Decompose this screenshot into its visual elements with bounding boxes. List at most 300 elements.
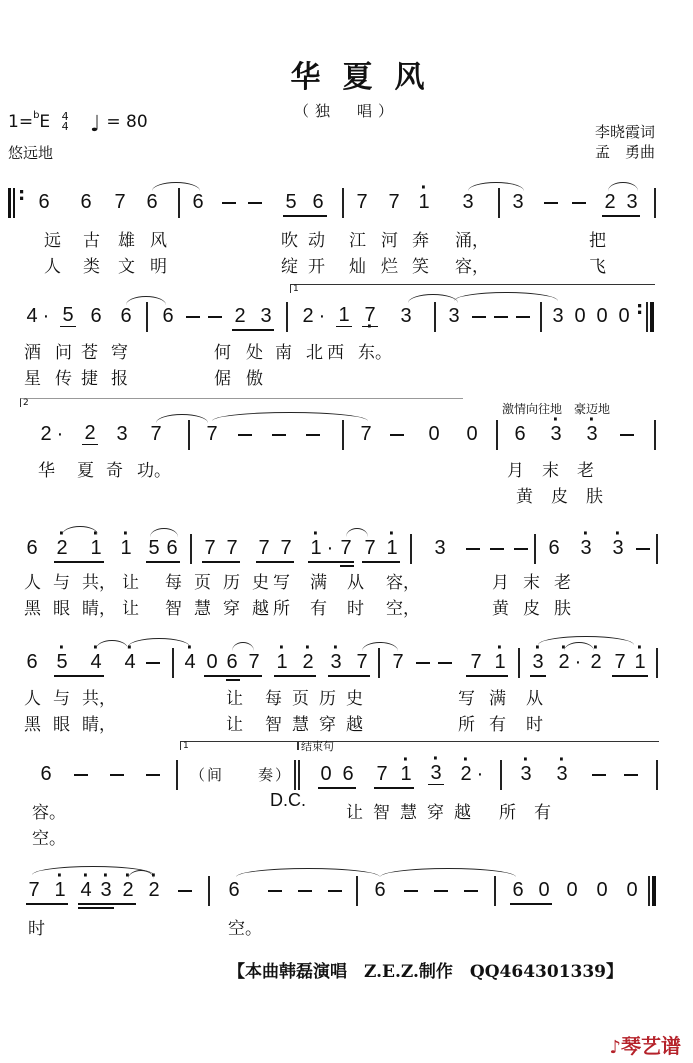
lyric: 历 xyxy=(223,573,240,593)
lyric: 北 xyxy=(306,343,323,363)
lyric: 所 xyxy=(499,803,516,823)
repeat-start-thin xyxy=(13,188,15,218)
lyric-line-2 xyxy=(44,256,606,278)
lyric: 黄 xyxy=(516,487,533,507)
note: 0 xyxy=(566,879,578,901)
slur xyxy=(232,642,254,651)
expression-mark: 悠远地 xyxy=(8,144,54,162)
dash xyxy=(624,774,638,776)
lyric: 把 xyxy=(589,231,606,251)
lyric: 灿 xyxy=(349,257,366,277)
lyric: 空， xyxy=(386,599,420,619)
watermark-label: 琴艺谱 xyxy=(621,1034,681,1058)
barline xyxy=(518,648,520,678)
note: 6 xyxy=(512,879,524,901)
dash xyxy=(146,662,160,664)
note: 3 xyxy=(116,423,128,445)
note: 6 xyxy=(162,305,174,327)
staff-row-4 xyxy=(0,534,693,574)
note: · 2 xyxy=(54,536,70,560)
underline xyxy=(202,561,240,563)
augmentation-dot: · xyxy=(574,651,582,673)
lyric: 类 xyxy=(83,257,100,277)
barline xyxy=(342,420,344,450)
lyric-line-1 xyxy=(38,460,594,482)
interlude-label: （间 奏） xyxy=(190,766,293,784)
lyric: 东。 xyxy=(358,343,392,363)
dash xyxy=(110,774,124,776)
note: · 2 xyxy=(556,650,572,674)
note: · 1 xyxy=(308,536,324,560)
note: 6 xyxy=(226,651,238,673)
note: 6 xyxy=(90,305,102,327)
note: 6 xyxy=(146,191,158,213)
note: 5 xyxy=(60,304,76,327)
underline xyxy=(54,561,104,563)
dash xyxy=(490,548,504,550)
barline xyxy=(146,302,148,332)
volta-number: 1 xyxy=(183,741,189,751)
lyric-line-1 xyxy=(28,918,45,940)
tie xyxy=(128,638,190,647)
staff-row-6 xyxy=(0,760,693,800)
note: 6 xyxy=(228,879,240,901)
note: 7 xyxy=(340,537,352,559)
lyric: 每 xyxy=(165,573,182,593)
lyric: 智 xyxy=(165,599,182,619)
note: · 2 xyxy=(458,762,474,786)
note: 6 xyxy=(342,763,354,785)
note: · 3 xyxy=(530,650,546,674)
tie xyxy=(212,412,368,421)
barline xyxy=(178,188,180,218)
underline xyxy=(530,675,546,677)
note: 0 xyxy=(466,423,478,445)
lyric-line-2 xyxy=(24,368,263,390)
note: 7 xyxy=(28,879,40,901)
dash xyxy=(620,434,634,436)
barline xyxy=(540,302,542,332)
slur xyxy=(150,528,178,537)
lyric-line-2 xyxy=(24,598,571,620)
dash xyxy=(404,890,418,892)
lyric: 容， xyxy=(455,257,489,277)
note: 6 xyxy=(514,423,526,445)
repeat-end-thin xyxy=(646,302,648,332)
note: · 3 xyxy=(554,762,570,786)
lyric-line-1 xyxy=(24,688,543,710)
note: · 3 xyxy=(428,762,444,785)
lyric: 功。 xyxy=(137,461,171,481)
lyric: 从 xyxy=(347,573,364,593)
note: 3 xyxy=(512,191,524,213)
lyric-line-2 xyxy=(516,486,603,508)
note: 6 xyxy=(548,537,560,559)
ending-label: 结束句 xyxy=(301,740,334,753)
dash xyxy=(572,202,586,204)
augmentation-dot: · xyxy=(318,305,326,327)
note: · 2 xyxy=(588,650,604,674)
underline xyxy=(204,675,262,677)
barline xyxy=(654,420,656,450)
underline xyxy=(274,675,316,677)
augmentation-dot: · xyxy=(42,305,50,327)
lyric: 皮 xyxy=(551,487,568,507)
lyric: 智 xyxy=(373,803,390,823)
lyric: 有 xyxy=(310,599,327,619)
note: 6 xyxy=(192,191,204,213)
note: · 2 xyxy=(120,878,136,902)
lyric: 时 xyxy=(347,599,364,619)
lyric: 睛， xyxy=(82,715,116,735)
lyric: 穿 xyxy=(319,715,336,735)
note: · 3 xyxy=(328,650,344,674)
lyric: 苍 xyxy=(81,343,98,363)
lyric-line-1-ending xyxy=(346,802,551,824)
dash xyxy=(494,316,508,318)
tie xyxy=(236,868,380,877)
lyric: 穿 xyxy=(223,599,240,619)
lyric-line-1 xyxy=(44,230,606,252)
note: 0 xyxy=(596,305,608,327)
note: 6 xyxy=(26,651,38,673)
lyric: 睛， xyxy=(82,599,116,619)
lyric: 共， xyxy=(82,689,116,709)
note: · 4 xyxy=(88,650,104,674)
underline xyxy=(26,903,68,905)
note: · 3 xyxy=(518,762,534,786)
staff-row-7 xyxy=(0,876,693,916)
barline xyxy=(500,760,502,790)
lyric: 黄 xyxy=(492,599,509,619)
note: · 3 xyxy=(98,878,114,902)
lyric: 何 xyxy=(214,343,231,363)
barline xyxy=(176,760,178,790)
note: 6 xyxy=(312,191,324,213)
lyric: 史 xyxy=(252,573,269,593)
note: 6 xyxy=(120,305,132,327)
note: · 3 xyxy=(610,536,626,560)
barline xyxy=(656,648,658,678)
lyric: 每 xyxy=(265,689,282,709)
flat-sign: b xyxy=(33,110,40,122)
underline xyxy=(328,675,370,677)
barline xyxy=(534,534,536,564)
note: 7 xyxy=(356,191,368,213)
underline xyxy=(374,787,414,789)
note: 0 xyxy=(320,763,332,785)
lyric-line-1 xyxy=(24,572,571,594)
lyric-line-1 xyxy=(32,802,66,824)
dash xyxy=(306,434,320,436)
lyric: 古 xyxy=(83,231,100,251)
lyric: 雄 xyxy=(118,231,135,251)
note: 3 xyxy=(626,191,638,213)
note: 5 xyxy=(148,537,160,559)
lyric: 容， xyxy=(386,573,420,593)
lyric: 动 xyxy=(308,231,325,251)
dash xyxy=(636,548,650,550)
note: 6 xyxy=(80,191,92,213)
double-underline xyxy=(340,565,354,567)
note: 7 xyxy=(364,537,376,559)
note: 2 xyxy=(604,191,616,213)
final-barline xyxy=(652,876,656,906)
note: 7 xyxy=(204,537,216,559)
underline xyxy=(612,675,648,677)
volta-bracket-1 xyxy=(180,741,298,750)
dash xyxy=(248,202,262,204)
watermark-logo xyxy=(610,1030,682,1059)
lyric-line-1-end xyxy=(228,918,262,940)
note: 6 xyxy=(374,879,386,901)
lyric: 眼 xyxy=(53,715,70,735)
note: 6 xyxy=(166,537,178,559)
note: 7 xyxy=(356,651,368,673)
note: · 4 xyxy=(182,650,198,674)
da-capo-mark: D.C. xyxy=(270,790,306,810)
lyric: 风 xyxy=(150,231,167,251)
time-top: 4 xyxy=(61,110,69,123)
lyric: 肤 xyxy=(586,487,603,507)
lyric: 人 xyxy=(24,573,41,593)
lyric: 页 xyxy=(194,573,211,593)
note: · 1 xyxy=(416,190,432,214)
lyric: 越 xyxy=(346,715,363,735)
lyric: 肤 xyxy=(554,599,571,619)
key-signature xyxy=(8,112,148,137)
dash xyxy=(298,890,312,892)
repeat-end-barline xyxy=(650,302,654,332)
lyricist: 李晓霞词 xyxy=(594,123,655,141)
volta-number: 2 xyxy=(23,398,29,408)
dash xyxy=(466,548,480,550)
lyric: 满 xyxy=(310,573,327,593)
staff-row-2 xyxy=(0,298,693,342)
dash xyxy=(208,316,222,318)
note: · 2 xyxy=(300,650,316,674)
song-title: 华夏风 xyxy=(290,60,447,95)
staff-row-3 xyxy=(0,420,693,460)
lyric: 奔 xyxy=(412,231,429,251)
lyric: 智 xyxy=(265,715,282,735)
lyric: 河 xyxy=(381,231,398,251)
lyric: 共， xyxy=(82,573,116,593)
volta-bracket-2 xyxy=(20,398,463,407)
lyric: 吹 xyxy=(281,231,298,251)
lyric: 捷 xyxy=(81,369,98,389)
lyric: 传 xyxy=(55,369,72,389)
underline xyxy=(54,675,104,677)
underline xyxy=(283,215,327,217)
performance-type: （独 唱） xyxy=(293,102,399,120)
dash xyxy=(390,434,404,436)
credits xyxy=(595,122,655,162)
lyric: 报 xyxy=(111,369,128,389)
note: 7 xyxy=(280,537,292,559)
dash xyxy=(178,890,192,892)
note: 3 xyxy=(552,305,564,327)
lyric: 越 xyxy=(252,599,269,619)
key-note: E xyxy=(39,112,51,132)
lyric: 华 xyxy=(38,461,55,481)
tie xyxy=(408,294,458,303)
dash xyxy=(472,316,486,318)
barline xyxy=(378,648,380,678)
note: 7 xyxy=(388,191,400,213)
dash xyxy=(328,890,342,892)
lyric: 有 xyxy=(534,803,551,823)
note: · 5 xyxy=(54,650,70,674)
double-underline xyxy=(78,907,114,909)
augmentation-dot: · xyxy=(326,537,334,559)
lyric: 时 xyxy=(526,715,543,735)
lyric: 让 xyxy=(346,803,363,823)
lyric: 让 xyxy=(226,689,243,709)
lyric: 酒 xyxy=(24,343,41,363)
underline xyxy=(232,329,274,331)
lyric: 飞 xyxy=(589,257,606,277)
lyric: 烂 xyxy=(381,257,398,277)
music-note-icon: ♪ xyxy=(609,1037,621,1058)
tie xyxy=(380,868,516,877)
lyric-line-2 xyxy=(32,828,66,850)
lyric: 老 xyxy=(554,573,571,593)
double-underline xyxy=(226,679,240,681)
note: 7 xyxy=(392,651,404,673)
ending-bracket xyxy=(298,740,659,753)
lyric: 让 xyxy=(122,573,139,593)
lyric: 问 xyxy=(55,343,72,363)
note: · 4 xyxy=(78,878,94,902)
dash xyxy=(544,202,558,204)
underline xyxy=(362,561,400,563)
key-prefix: 1= xyxy=(8,112,34,132)
note: 2 xyxy=(302,305,314,327)
note: · 1 xyxy=(398,762,414,786)
note: · 3 xyxy=(578,536,594,560)
lyric: 空。 xyxy=(32,829,66,849)
dash xyxy=(146,774,160,776)
underline xyxy=(602,215,640,217)
note: 0 xyxy=(538,879,550,901)
lyric: 绽 xyxy=(281,257,298,277)
note: 0 xyxy=(428,423,440,445)
barline xyxy=(434,302,436,332)
dash xyxy=(516,316,530,318)
augmentation-dot: · xyxy=(476,763,484,785)
barline xyxy=(656,534,658,564)
tie xyxy=(454,292,558,301)
lyric: 满 xyxy=(489,689,506,709)
barline xyxy=(190,534,192,564)
dash xyxy=(222,202,236,204)
lyric: 容。 xyxy=(32,803,66,823)
lyric: 西 xyxy=(327,343,344,363)
note: 1 xyxy=(336,304,352,327)
lyric: 时 xyxy=(28,919,45,939)
lyric: 历 xyxy=(319,689,336,709)
note: 0 xyxy=(618,305,630,327)
note: · 4 xyxy=(122,650,138,674)
lyric: 让 xyxy=(122,599,139,619)
dash xyxy=(592,774,606,776)
note: 2 xyxy=(234,305,246,327)
note: 0 xyxy=(626,879,638,901)
lyric: 从 xyxy=(526,689,543,709)
note: 0 xyxy=(574,305,586,327)
barline xyxy=(294,760,296,790)
underline xyxy=(78,903,136,905)
note: 7 xyxy=(248,651,260,673)
augmentation-dot: · xyxy=(56,423,64,445)
lyric: 眼 xyxy=(53,599,70,619)
note: · 1 xyxy=(274,650,290,674)
time-signature xyxy=(62,112,69,132)
underline xyxy=(510,903,552,905)
note: · 1 xyxy=(88,536,104,560)
barline xyxy=(498,188,500,218)
dash xyxy=(268,890,282,892)
note: 3 xyxy=(260,305,272,327)
tempo-value: = 80 xyxy=(106,112,148,132)
note: 7 xyxy=(470,651,482,673)
lyric: 慧 xyxy=(400,803,417,823)
staff-row-5 xyxy=(0,648,693,688)
underline xyxy=(318,787,356,789)
lyric: 史 xyxy=(346,689,363,709)
lyric: 处 xyxy=(246,343,263,363)
lyric: 奇 xyxy=(106,461,123,481)
quarter-note-icon: ♩ xyxy=(89,112,101,137)
lyric: 写 xyxy=(458,689,475,709)
barline xyxy=(172,648,174,678)
note: 7 xyxy=(614,651,626,673)
lyric: 南 xyxy=(275,343,292,363)
lyric: 空。 xyxy=(228,919,262,939)
note: 7 · xyxy=(362,304,378,327)
note: · 1 xyxy=(632,650,648,674)
composer: 孟 勇曲 xyxy=(594,143,655,161)
lyric: 所 xyxy=(458,715,475,735)
lyric-line-2 xyxy=(24,714,543,736)
lyric: 页 xyxy=(292,689,309,709)
barline xyxy=(298,760,300,790)
underline xyxy=(146,561,180,563)
note: 7 xyxy=(150,423,162,445)
note: 7 xyxy=(226,537,238,559)
note: · 3 xyxy=(584,422,600,446)
lyric: 与 xyxy=(53,689,70,709)
barline xyxy=(654,188,656,218)
lyric: 末 xyxy=(523,573,540,593)
slur xyxy=(608,182,638,191)
dash xyxy=(438,662,452,664)
dash xyxy=(464,890,478,892)
underline xyxy=(256,561,294,563)
lyric: 末 xyxy=(542,461,559,481)
barline xyxy=(356,876,358,906)
volta-bracket-1 xyxy=(290,284,655,293)
lyric: 远 xyxy=(44,231,61,251)
barline xyxy=(496,420,498,450)
note: 7 xyxy=(376,763,388,785)
note: 7 xyxy=(206,423,218,445)
expression-mark: 激情向往地 豪迈地 xyxy=(502,402,611,416)
note: 4 xyxy=(26,305,38,327)
tie xyxy=(156,414,208,423)
note: · 2 xyxy=(146,878,162,902)
